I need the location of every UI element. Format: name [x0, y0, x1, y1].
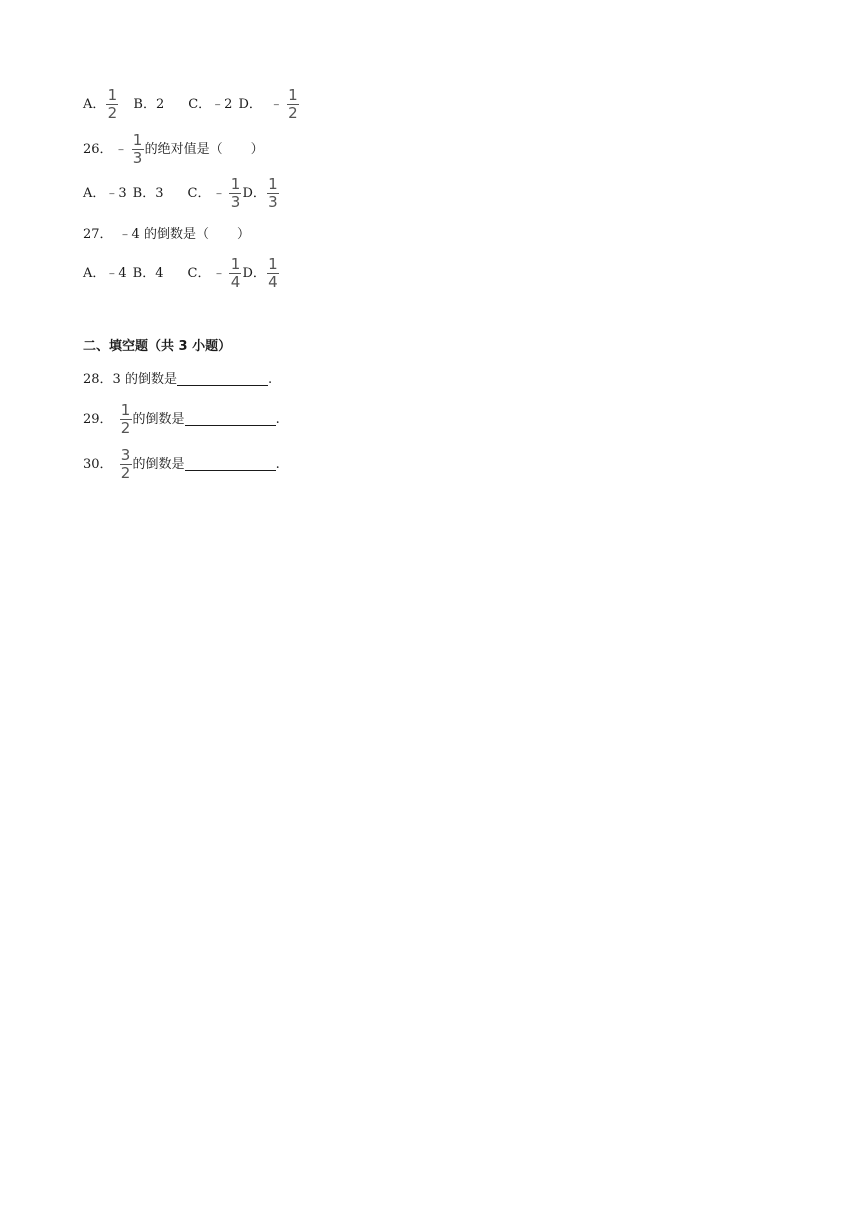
q26-option-c-sign: ﹣: [212, 186, 226, 201]
q27-text: ﹣4 的倒数是（: [118, 227, 209, 242]
q26-close-paren: ）: [250, 142, 264, 157]
question-28: [83, 373, 272, 386]
q26-options: [83, 177, 280, 210]
q25-option-d-fraction: $\frac{1}{2}$: [288, 86, 298, 122]
section-2-title: [83, 340, 231, 353]
q26-option-b: B．3: [132, 186, 164, 201]
q28-end: .: [267, 372, 273, 387]
question-27: [83, 228, 250, 241]
q25-option-d-label: D．: [238, 97, 262, 112]
q25-options: [83, 88, 300, 121]
q27-option-b: B．4: [132, 266, 164, 281]
q26-option-c-label: C．: [187, 186, 211, 201]
q27-number: 27．: [83, 227, 113, 242]
q30-answer-blank[interactable]: [185, 458, 276, 471]
q28-answer-blank[interactable]: [177, 373, 268, 386]
q26-sign: ﹣: [114, 142, 128, 157]
q25-option-a-fraction: $\frac{1}{2}$: [107, 86, 118, 122]
q28-number: 28．: [83, 372, 113, 387]
q30-end: .: [275, 457, 280, 472]
q29-text: 的倒数是: [132, 412, 185, 427]
q26-option-a: A．﹣3: [83, 186, 127, 201]
q25-option-d-sign: ﹣: [269, 97, 283, 112]
q30-number: 30．: [83, 457, 113, 472]
q25-option-b: B．2: [133, 97, 165, 112]
question-30: [83, 448, 280, 481]
q27-option-d-label: D．: [242, 266, 266, 281]
question-29: [83, 403, 280, 436]
q27-close-paren: ）: [236, 227, 250, 242]
q27-options: [83, 257, 280, 290]
q30-text: 的倒数是: [132, 457, 185, 472]
q27-option-c-sign: ﹣: [212, 266, 226, 281]
q25-option-c-value: ﹣2: [211, 97, 233, 112]
q27-option-a: A．﹣4: [83, 266, 127, 281]
q27-option-d-fraction: $\frac{1}{4}$: [268, 255, 278, 291]
q30-fraction: $\frac{3}{2}$: [120, 446, 131, 482]
q26-fraction: $\frac{1}{3}$: [132, 131, 143, 167]
q29-end: .: [275, 412, 280, 427]
q29-fraction: $\frac{1}{2}$: [120, 401, 131, 437]
q26-option-c-fraction: $\frac{1}{3}$: [230, 175, 241, 211]
q29-number: 29．: [83, 412, 113, 427]
question-26: [83, 133, 264, 166]
q26-option-d-fraction: $\frac{1}{3}$: [268, 175, 278, 211]
q25-option-c-label: C．: [188, 97, 212, 112]
q27-option-c-label: C．: [187, 266, 211, 281]
q28-text: 3 的倒数是: [112, 372, 177, 387]
q25-option-a-label: A．: [83, 97, 106, 112]
q26-text: 的绝对值是（: [144, 142, 223, 157]
q29-answer-blank[interactable]: [185, 413, 276, 426]
q27-option-c-fraction: $\frac{1}{4}$: [230, 255, 241, 291]
section-2-heading: 二、填空题（共 3 小题）: [83, 339, 232, 354]
q26-option-d-label: D．: [242, 186, 266, 201]
q26-number: 26．: [83, 142, 113, 157]
